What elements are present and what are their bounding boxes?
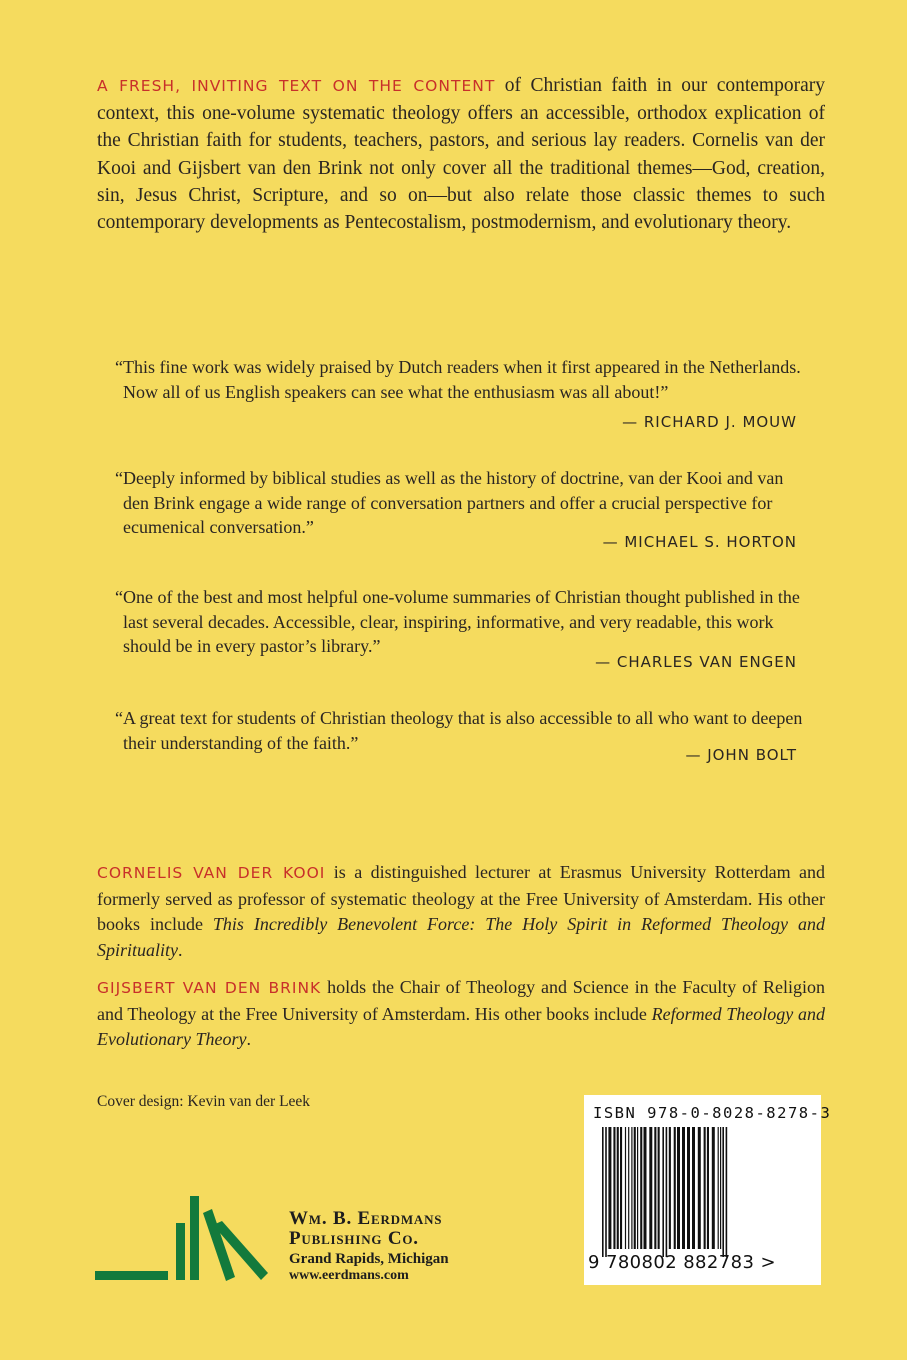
- author-bio-2: GIJSBERT VAN DEN BRINK holds the Chair of Theology and Science in the Faculty of Religion and Theology at the Free University of Amsterdam. His other books include Reformed Theology and Evolutionary Theory.: [97, 977, 826, 1049]
- publisher-block: [289, 1208, 449, 1284]
- endorsement-2: [115, 466, 805, 540]
- intro-body: of Christian faith in our contemporary context, this one-volume systematic theology offers an accessible, orthodox explication of the Christian faith for students, teachers, pastors, and serious lay readers. Cornelis van der Kooi and Gijsbert van den Brink not only cover all the traditional themes—God, creation, sin, Jesus Christ, Scripture, and so on—but also relate those classic themes to such contemporary developments as Pentecostalism, postmodernism, and evolutionary theory.: [97, 75, 825, 234]
- publisher-name-2: Publishing Co.: [289, 1228, 419, 1249]
- isbn-label: ISBN 978-0-8028-8278-3: [593, 1104, 832, 1122]
- author-book-title: Reformed Theology and Evolutionary Theory: [97, 1003, 826, 1049]
- publisher-website: www.eerdmans.com: [289, 1268, 409, 1283]
- endorsement-author: — JOHN BOLT: [685, 746, 797, 764]
- barcode-digits: 9 780802 882783 >: [588, 1252, 776, 1273]
- endorsement-quote: “This fine work was widely praised by Dutch readers when it first appeared in the Netherlands. Now all of us English speakers can see what the enthusiasm was all about!”: [115, 357, 801, 402]
- endorsement-author: — RICHARD J. MOUW: [622, 413, 797, 431]
- publisher-name: Wm. B. Eerdmans: [289, 1208, 443, 1229]
- endorsement-quote: “A great text for students of Christian theology that is also accessible to all who want to deepen their understanding of the faith.”: [115, 708, 803, 753]
- eerdmans-logo-icon: [95, 1193, 275, 1287]
- endorsement-author: — CHARLES VAN ENGEN: [595, 653, 797, 671]
- publisher-city: Grand Rapids, Michigan: [289, 1251, 449, 1267]
- intro-paragraph: [97, 72, 825, 236]
- author-book-title: This Incredibly Benevolent Force: The Holy Spirit in Reformed Theology and Spirituality: [97, 914, 825, 960]
- author-bio-1: CORNELIS VAN DER KOOI is a distinguished lecturer at Erasmus University Rotterdam and formerly served as professor of systematic theology at the Free University of Amsterdam. His other books include This Incredibly Benevolent Force: The Holy Spirit in Reformed Theology and Spirituality.: [97, 862, 825, 960]
- author-name: GIJSBERT VAN DEN BRINK: [97, 979, 322, 997]
- author-name: CORNELIS VAN DER KOOI: [97, 864, 326, 882]
- cover-design-credit: Cover design: Kevin van der Leek: [97, 1093, 311, 1110]
- endorsement-author: — MICHAEL S. HORTON: [602, 533, 797, 551]
- intro-lead: A FRESH, INVITING TEXT ON THE CONTENT: [97, 77, 496, 95]
- author-bio-text: is a distinguished lecturer at Erasmus University Rotterdam and formerly served as professor of systematic theology at the Free University of Amsterdam. His other books include: [97, 862, 825, 934]
- endorsement-1: [115, 355, 805, 404]
- endorsement-quote: “One of the best and most helpful one-volume summaries of Christian thought published in the last several decades. Accessible, clear, inspiring, informative, and very readable, this work should be in every pastor’s library.”: [115, 587, 800, 656]
- isbn-barcode-box: [584, 1095, 832, 1285]
- endorsement-quote: “Deeply informed by biblical studies as well as the history of doctrine, van der Kooi and van den Brink engage a wide range of conversation partners and offer a crucial perspective for ecumenical conversation.”: [115, 468, 784, 537]
- endorsement-3: [115, 585, 805, 659]
- author-bio-text: holds the Chair of Theology and Science in the Faculty of Religion and Theology at the Free University of Amsterdam. His other books include: [97, 977, 825, 1024]
